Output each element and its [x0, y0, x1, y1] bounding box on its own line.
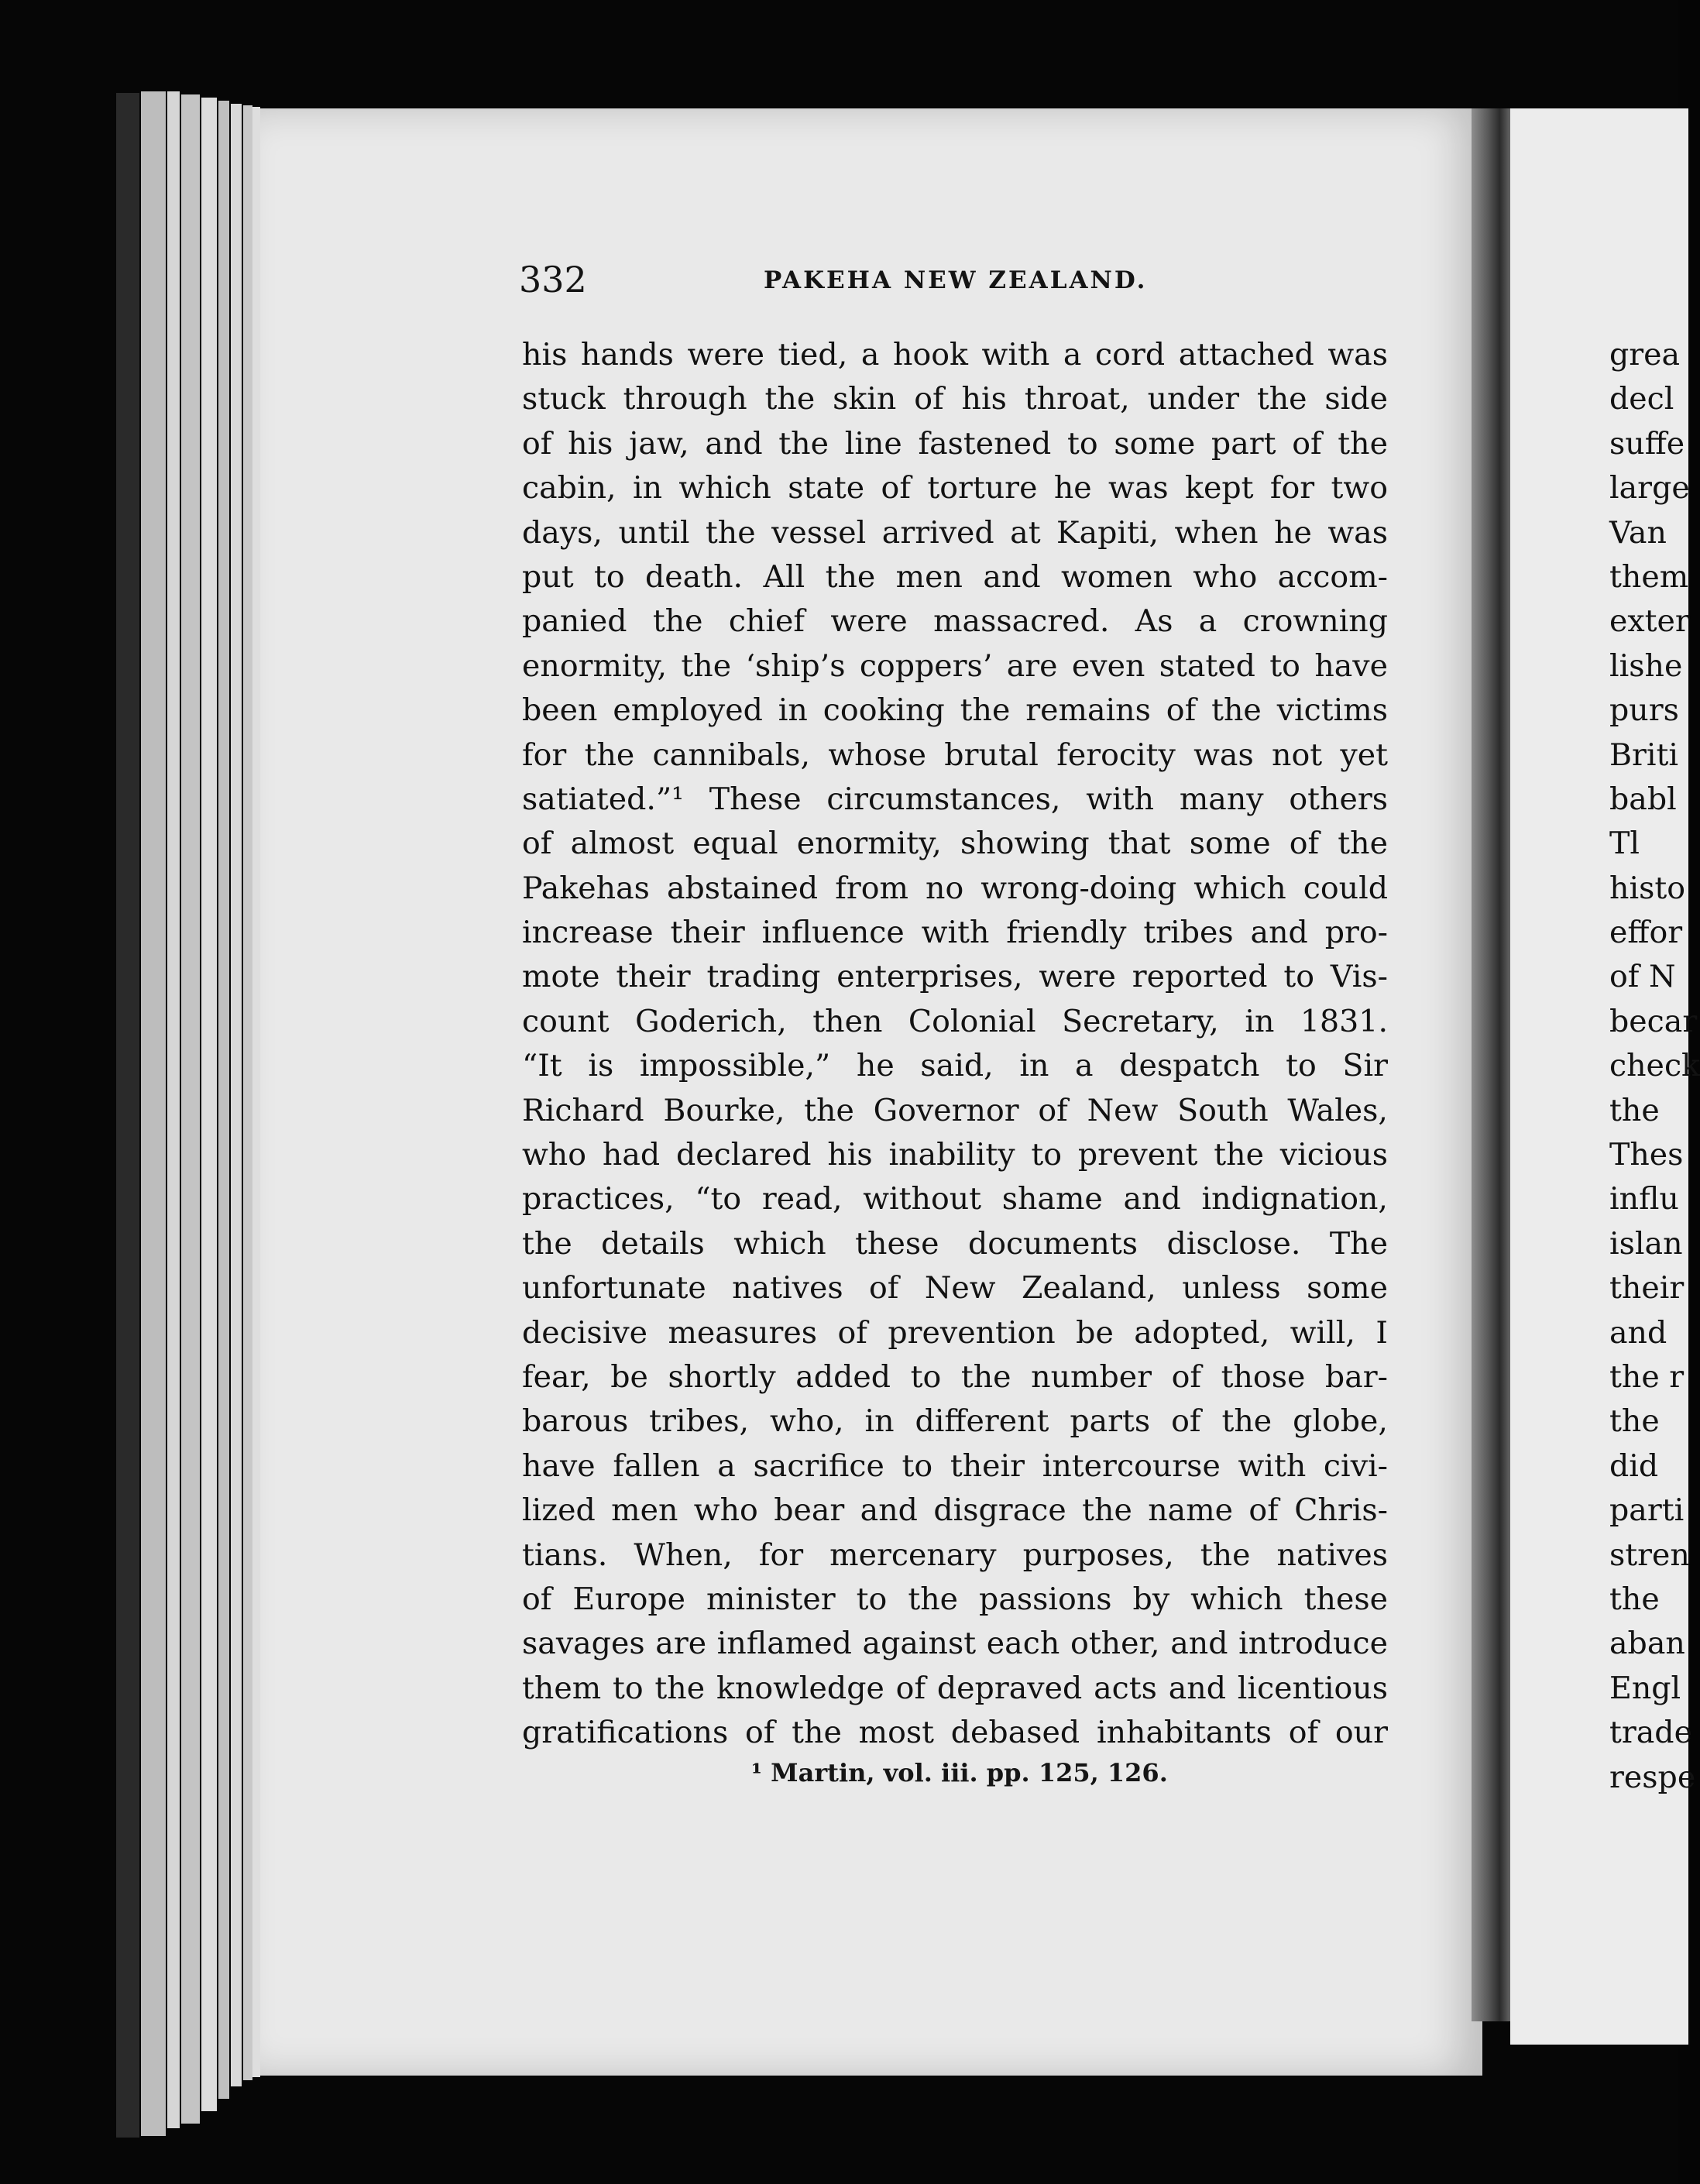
page-edge [141, 91, 166, 2136]
text-line: stuck through the skin of his throat, under the side [522, 381, 1388, 417]
text-line: of his jaw, and the line fastened to some part of the [522, 425, 1388, 462]
page-edge [167, 91, 180, 2128]
text-fragment: of N [1609, 959, 1676, 995]
text-fragment: Engl [1609, 1670, 1681, 1706]
text-line: have fallen a sacrifice to their intercourse with civi- [522, 1447, 1388, 1484]
text-fragment: babl [1609, 781, 1677, 817]
text-fragment: influ [1609, 1181, 1679, 1217]
text-fragment: stren [1609, 1537, 1690, 1573]
text-fragment: purs [1609, 692, 1679, 729]
page-edge [231, 104, 242, 2086]
text-fragment: respe [1609, 1759, 1696, 1795]
text-fragment: aban [1609, 1626, 1685, 1662]
running-head: PAKEHA NEW ZEALAND. [764, 266, 1148, 294]
text-line: of almost equal enormity, showing that some of the [522, 826, 1388, 862]
text-line: put to death. All the men and women who accom- [522, 558, 1388, 595]
text-line: days, until the vessel arrived at Kapiti, when he was [522, 514, 1388, 551]
text-fragment: effor [1609, 915, 1683, 951]
text-fragment: parti [1609, 1492, 1685, 1529]
text-line: “It is impossible,” he said, in a despatch to Sir [522, 1048, 1388, 1084]
book-gutter [1472, 108, 1512, 2021]
page-edge [252, 107, 260, 2077]
text-fragment: Briti [1609, 737, 1679, 773]
text-fragment: histo [1609, 870, 1685, 906]
text-line: mote their trading enterprises, were reported to Vis- [522, 959, 1388, 995]
text-fragment: their [1609, 1270, 1685, 1307]
text-line: them to the knowledge of depraved acts and licentious [522, 1670, 1388, 1706]
text-fragment: Thes [1609, 1137, 1684, 1173]
footnote: ¹ Martin, vol. iii. pp. 125, 126. [751, 1758, 1168, 1787]
text-line: his hands were tied, a hook with a cord attached was [522, 337, 1388, 373]
text-fragment: islan [1609, 1225, 1683, 1262]
text-line: satiated.”¹ These circumstances, with many others [522, 781, 1388, 817]
text-line: fear, be shortly added to the number of those bar- [522, 1358, 1388, 1395]
page-edge [181, 94, 200, 2124]
text-fragment: becar [1609, 1003, 1698, 1039]
page-edge [243, 105, 252, 2080]
text-fragment: them [1609, 558, 1689, 595]
text-line: tians. When, for mercenary purposes, the natives [522, 1537, 1388, 1573]
text-line: Richard Bourke, the Governor of New South Wales, [522, 1092, 1388, 1128]
text-fragment: the r [1609, 1358, 1685, 1395]
text-line: Pakehas abstained from no wrong-doing which could [522, 870, 1388, 906]
body-text [522, 333, 1388, 1756]
text-line: barous tribes, who, in different parts of the globe, [522, 1403, 1388, 1440]
text-line: who had declared his inability to prevent the vicious [522, 1137, 1388, 1173]
page-edge [201, 98, 217, 2111]
text-line: enormity, the ‘ship’s coppers’ are even stated to have [522, 647, 1388, 684]
text-line: savages are inflamed against each other, and introduce [522, 1626, 1388, 1662]
text-line: unfortunate natives of New Zealand, unless some [522, 1270, 1388, 1307]
text-line: increase their influence with friendly tribes and pro- [522, 915, 1388, 951]
text-fragment: exter [1609, 603, 1690, 640]
text-line: practices, “to read, without shame and indignation, [522, 1181, 1388, 1217]
page-edge [218, 101, 229, 2099]
text-fragment: did [1609, 1447, 1659, 1484]
text-fragment: suffe [1609, 425, 1685, 462]
book-cover-edge [116, 93, 139, 2138]
page-header [519, 259, 1385, 305]
text-line: count Goderich, then Colonial Secretary, in 1831. [522, 1003, 1388, 1039]
text-line: cabin, in which state of torture he was kept for two [522, 470, 1388, 507]
text-line: for the cannibals, whose brutal ferocity was not yet [522, 737, 1388, 773]
text-line: the details which these documents disclose. The [522, 1225, 1388, 1262]
text-fragment: the [1609, 1403, 1660, 1440]
text-fragment: grea [1609, 337, 1681, 373]
text-fragment: lishe [1609, 647, 1683, 684]
text-line: panied the chief were massacred. As a crowning [522, 603, 1388, 640]
text-fragment: Van [1609, 514, 1667, 551]
text-fragment: decl [1609, 381, 1674, 417]
page-number: 332 [519, 259, 587, 300]
text-fragment: and [1609, 1314, 1667, 1351]
text-fragment: Tl [1609, 826, 1640, 862]
text-fragment: trade [1609, 1715, 1692, 1751]
text-fragment: the [1609, 1581, 1660, 1617]
text-line: been employed in cooking the remains of the victims [522, 692, 1388, 729]
text-line: gratifications of the most debased inhabitants of our [522, 1715, 1388, 1751]
text-fragment: check [1609, 1048, 1700, 1084]
text-fragment: the [1609, 1092, 1660, 1128]
text-line: lized men who bear and disgrace the name of Chris- [522, 1492, 1388, 1529]
text-line: decisive measures of prevention be adopted, will, I [522, 1314, 1388, 1351]
text-fragment: large [1609, 470, 1690, 507]
text-line: of Europe minister to the passions by which these [522, 1581, 1388, 1617]
right-page-text [1609, 333, 1700, 1800]
